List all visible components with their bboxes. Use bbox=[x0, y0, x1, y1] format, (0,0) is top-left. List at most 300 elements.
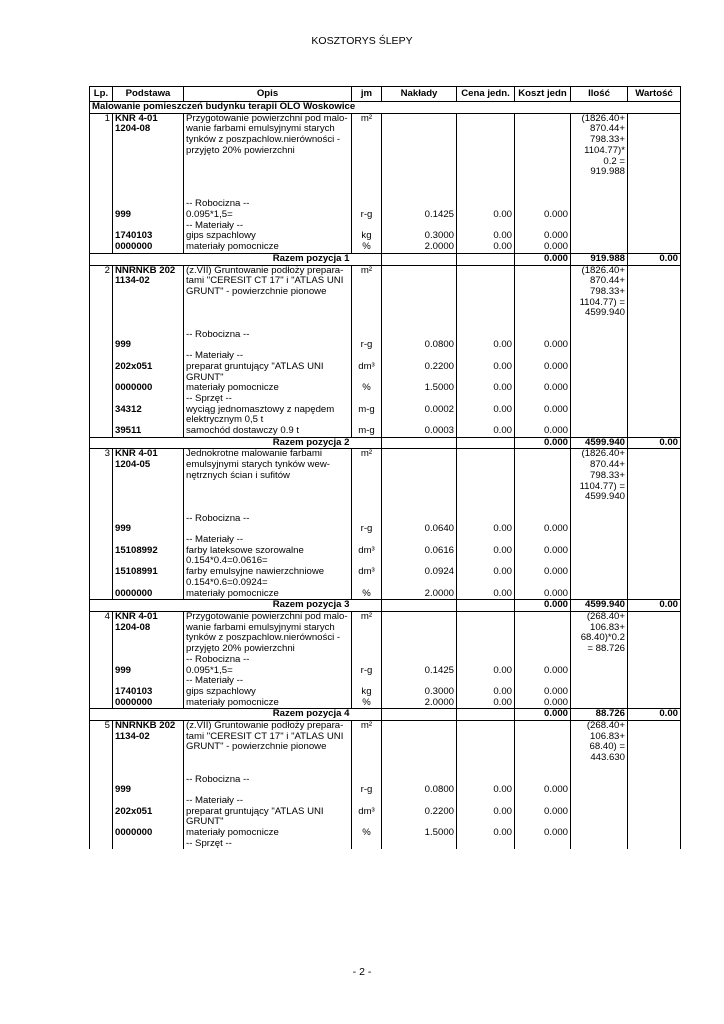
total-spacer bbox=[352, 253, 382, 265]
koszt-cell bbox=[515, 287, 571, 298]
cena-cell bbox=[457, 503, 515, 514]
podstawa-cell bbox=[113, 146, 184, 157]
koszt-cell bbox=[515, 146, 571, 157]
ilosc-cell: (1826.40+ bbox=[571, 449, 628, 460]
cena-cell bbox=[457, 460, 515, 471]
wartosc-cell bbox=[628, 265, 681, 276]
naklady-cell bbox=[382, 655, 457, 666]
resource-row bbox=[90, 231, 681, 242]
koszt-cell bbox=[515, 578, 571, 589]
group-header-row bbox=[90, 394, 681, 405]
lp-cell bbox=[90, 426, 113, 437]
total-koszt: 0.000 bbox=[515, 709, 571, 721]
total-wartosc: 0.00 bbox=[628, 253, 681, 265]
naklady-cell: 0.0800 bbox=[382, 785, 457, 796]
total-label: Razem pozycja 2 bbox=[184, 437, 352, 449]
lp-cell bbox=[90, 415, 113, 426]
naklady-cell bbox=[382, 633, 457, 644]
wartosc-cell bbox=[628, 340, 681, 351]
opis-cell: -- Robocizna -- bbox=[184, 514, 352, 525]
naklady-cell bbox=[382, 135, 457, 146]
koszt-cell bbox=[515, 135, 571, 146]
opis-cell: tynków z poszpachlow.nierówności - bbox=[184, 633, 352, 644]
wartosc-cell bbox=[628, 189, 681, 200]
position-row bbox=[90, 167, 681, 178]
total-spacer bbox=[113, 253, 184, 265]
resource-row bbox=[90, 405, 681, 416]
cena-cell: 0.00 bbox=[457, 340, 515, 351]
cena-cell bbox=[457, 265, 515, 276]
ilosc-cell bbox=[571, 567, 628, 578]
ilosc-cell bbox=[571, 319, 628, 330]
position-row bbox=[90, 471, 681, 482]
resource-row bbox=[90, 556, 681, 567]
col-header-naklady: Nakłady bbox=[382, 87, 457, 102]
total-spacer bbox=[382, 709, 457, 721]
total-spacer bbox=[382, 253, 457, 265]
koszt-cell: 0.000 bbox=[515, 405, 571, 416]
opis-cell: farby lateksowe szorowalne bbox=[184, 546, 352, 557]
wartosc-cell bbox=[628, 732, 681, 743]
ilosc-cell: 870.44+ bbox=[571, 124, 628, 135]
podstawa-cell: 999 bbox=[113, 340, 184, 351]
wartosc-cell bbox=[628, 828, 681, 839]
ilosc-cell bbox=[571, 415, 628, 426]
jm-cell: m² bbox=[352, 449, 382, 460]
koszt-cell bbox=[515, 623, 571, 634]
jm-cell bbox=[352, 732, 382, 743]
lp-cell bbox=[90, 644, 113, 655]
podstawa-cell bbox=[113, 298, 184, 309]
podstawa-cell bbox=[113, 135, 184, 146]
ilosc-cell bbox=[571, 556, 628, 567]
wartosc-cell bbox=[628, 556, 681, 567]
spacer-row bbox=[90, 189, 681, 200]
naklady-cell bbox=[382, 319, 457, 330]
podstawa-cell: KNR 4-01 bbox=[113, 611, 184, 622]
jm-cell bbox=[352, 287, 382, 298]
lp-cell bbox=[90, 503, 113, 514]
wartosc-cell bbox=[628, 482, 681, 493]
ilosc-cell bbox=[571, 764, 628, 775]
wartosc-cell bbox=[628, 415, 681, 426]
koszt-cell bbox=[515, 157, 571, 168]
group-header-row bbox=[90, 676, 681, 687]
wartosc-cell bbox=[628, 817, 681, 828]
ilosc-cell: 68.40)*0.2 bbox=[571, 633, 628, 644]
jm-cell: r-g bbox=[352, 666, 382, 677]
ilosc-cell: (268.40+ bbox=[571, 721, 628, 732]
total-label: Razem pozycja 1 bbox=[184, 253, 352, 265]
wartosc-cell bbox=[628, 460, 681, 471]
ilosc-cell: = 88.726 bbox=[571, 644, 628, 655]
opis-cell: -- Materiały -- bbox=[184, 676, 352, 687]
koszt-cell bbox=[515, 265, 571, 276]
koszt-cell: 0.000 bbox=[515, 231, 571, 242]
position-total-row bbox=[90, 253, 681, 265]
wartosc-cell bbox=[628, 276, 681, 287]
naklady-cell bbox=[382, 276, 457, 287]
total-koszt: 0.000 bbox=[515, 600, 571, 612]
jm-cell: dm³ bbox=[352, 362, 382, 373]
lp-cell bbox=[90, 732, 113, 743]
wartosc-cell bbox=[628, 449, 681, 460]
jm-cell bbox=[352, 655, 382, 666]
ilosc-cell: 0.2 = bbox=[571, 157, 628, 168]
koszt-cell: 0.000 bbox=[515, 687, 571, 698]
lp-cell bbox=[90, 178, 113, 189]
jm-cell bbox=[352, 633, 382, 644]
wartosc-cell bbox=[628, 124, 681, 135]
position-row bbox=[90, 308, 681, 319]
cena-cell bbox=[457, 742, 515, 753]
koszt-cell: 0.000 bbox=[515, 698, 571, 709]
opis-cell: tynków z poszpachlow.nierówności - bbox=[184, 135, 352, 146]
koszt-cell bbox=[515, 644, 571, 655]
jm-cell bbox=[352, 644, 382, 655]
lp-cell bbox=[90, 753, 113, 764]
wartosc-cell bbox=[628, 362, 681, 373]
ilosc-cell: 798.33+ bbox=[571, 471, 628, 482]
total-spacer bbox=[352, 709, 382, 721]
ilosc-cell bbox=[571, 807, 628, 818]
col-header-opis: Opis bbox=[184, 87, 352, 102]
resource-row bbox=[90, 362, 681, 373]
lp-cell bbox=[90, 340, 113, 351]
lp-cell bbox=[90, 298, 113, 309]
podstawa-cell: 34312 bbox=[113, 405, 184, 416]
group-header-row bbox=[90, 514, 681, 525]
resource-row bbox=[90, 242, 681, 253]
ilosc-cell bbox=[571, 503, 628, 514]
lp-cell bbox=[90, 394, 113, 405]
group-header-row bbox=[90, 655, 681, 666]
opis-cell: elektrycznym 0,5 t bbox=[184, 415, 352, 426]
cena-cell bbox=[457, 655, 515, 666]
lp-cell bbox=[90, 785, 113, 796]
jm-cell: % bbox=[352, 698, 382, 709]
wartosc-cell bbox=[628, 644, 681, 655]
koszt-cell bbox=[515, 167, 571, 178]
ilosc-cell bbox=[571, 546, 628, 557]
col-header-ilosc: Ilość bbox=[571, 87, 628, 102]
ilosc-cell bbox=[571, 351, 628, 362]
cena-cell bbox=[457, 839, 515, 850]
spacer-row bbox=[90, 178, 681, 189]
spacer-row bbox=[90, 503, 681, 514]
wartosc-cell bbox=[628, 807, 681, 818]
wartosc-cell bbox=[628, 242, 681, 253]
lp-cell bbox=[90, 817, 113, 828]
cena-cell: 0.00 bbox=[457, 405, 515, 416]
wartosc-cell bbox=[628, 775, 681, 786]
cena-cell: 0.00 bbox=[457, 546, 515, 557]
podstawa-cell bbox=[113, 839, 184, 850]
col-header-wartosc: Wartość bbox=[628, 87, 681, 102]
opis-cell: -- Materiały -- bbox=[184, 535, 352, 546]
ilosc-cell bbox=[571, 524, 628, 535]
resource-row bbox=[90, 383, 681, 394]
jm-cell bbox=[352, 298, 382, 309]
ilosc-cell: 870.44+ bbox=[571, 276, 628, 287]
table-body bbox=[90, 102, 681, 850]
podstawa-cell: 0000000 bbox=[113, 383, 184, 394]
cena-cell bbox=[457, 298, 515, 309]
koszt-cell bbox=[515, 633, 571, 644]
cena-cell bbox=[457, 492, 515, 503]
ilosc-cell bbox=[571, 210, 628, 221]
lp-cell bbox=[90, 242, 113, 253]
cena-cell: 0.00 bbox=[457, 426, 515, 437]
podstawa-cell bbox=[113, 471, 184, 482]
podstawa-cell: 39511 bbox=[113, 426, 184, 437]
jm-cell: m-g bbox=[352, 426, 382, 437]
podstawa-cell: 15108992 bbox=[113, 546, 184, 557]
podstawa-cell: 1204-08 bbox=[113, 124, 184, 135]
ilosc-cell bbox=[571, 839, 628, 850]
resource-row bbox=[90, 666, 681, 677]
koszt-cell: 0.000 bbox=[515, 567, 571, 578]
total-spacer bbox=[457, 709, 515, 721]
podstawa-cell: 1204-08 bbox=[113, 623, 184, 634]
podstawa-cell bbox=[113, 492, 184, 503]
lp-cell bbox=[90, 276, 113, 287]
resource-row bbox=[90, 524, 681, 535]
lp-cell bbox=[90, 210, 113, 221]
lp-cell bbox=[90, 775, 113, 786]
jm-cell bbox=[352, 764, 382, 775]
podstawa-cell bbox=[113, 764, 184, 775]
wartosc-cell bbox=[628, 578, 681, 589]
position-row bbox=[90, 492, 681, 503]
opis-cell: 0.095*1,5= bbox=[184, 666, 352, 677]
col-header-podstawa: Podstawa bbox=[113, 87, 184, 102]
lp-cell bbox=[90, 633, 113, 644]
jm-cell bbox=[352, 319, 382, 330]
koszt-cell: 0.000 bbox=[515, 546, 571, 557]
cena-cell: 0.00 bbox=[457, 362, 515, 373]
ilosc-cell bbox=[571, 698, 628, 709]
cena-cell bbox=[457, 287, 515, 298]
ilosc-cell: 1104.77) = bbox=[571, 482, 628, 493]
podstawa-cell bbox=[113, 319, 184, 330]
cena-cell bbox=[457, 732, 515, 743]
cena-cell bbox=[457, 157, 515, 168]
jm-cell bbox=[352, 742, 382, 753]
cost-estimate-table bbox=[89, 86, 681, 849]
total-spacer bbox=[352, 437, 382, 449]
podstawa-cell bbox=[113, 287, 184, 298]
opis-cell bbox=[184, 298, 352, 309]
jm-cell bbox=[352, 276, 382, 287]
wartosc-cell bbox=[628, 503, 681, 514]
cena-cell bbox=[457, 113, 515, 124]
lp-cell bbox=[90, 287, 113, 298]
opis-cell: -- Materiały -- bbox=[184, 351, 352, 362]
total-ilosc: 4599.940 bbox=[571, 600, 628, 612]
section-row bbox=[90, 102, 681, 114]
cena-cell bbox=[457, 633, 515, 644]
opis-cell: materiały pomocnicze bbox=[184, 242, 352, 253]
opis-cell: GRUNT" - powierzchnie pionowe bbox=[184, 287, 352, 298]
naklady-cell: 0.0924 bbox=[382, 567, 457, 578]
wartosc-cell bbox=[628, 298, 681, 309]
jm-cell bbox=[352, 189, 382, 200]
lp-cell bbox=[90, 492, 113, 503]
opis-cell bbox=[184, 764, 352, 775]
position-row bbox=[90, 146, 681, 157]
lp-cell bbox=[90, 655, 113, 666]
naklady-cell bbox=[382, 644, 457, 655]
podstawa-cell: 0000000 bbox=[113, 698, 184, 709]
opis-cell: GRUNT" bbox=[184, 817, 352, 828]
naklady-cell bbox=[382, 753, 457, 764]
total-spacer bbox=[90, 709, 113, 721]
jm-cell bbox=[352, 308, 382, 319]
lp-cell bbox=[90, 828, 113, 839]
ilosc-cell bbox=[571, 514, 628, 525]
lp-cell bbox=[90, 578, 113, 589]
ilosc-cell: 1104.77) = bbox=[571, 298, 628, 309]
jm-cell bbox=[352, 503, 382, 514]
opis-cell: preparat gruntujący "ATLAS UNI bbox=[184, 362, 352, 373]
opis-cell: GRUNT" - powierzchnie pionowe bbox=[184, 742, 352, 753]
wartosc-cell bbox=[628, 373, 681, 384]
ilosc-cell: (1826.40+ bbox=[571, 265, 628, 276]
opis-cell: -- Robocizna -- bbox=[184, 199, 352, 210]
naklady-cell bbox=[382, 611, 457, 622]
cena-cell: 0.00 bbox=[457, 242, 515, 253]
opis-cell: samochód dostawczy 0.9 t bbox=[184, 426, 352, 437]
lp-cell bbox=[90, 308, 113, 319]
naklady-cell bbox=[382, 471, 457, 482]
wartosc-cell bbox=[628, 524, 681, 535]
group-header-row bbox=[90, 796, 681, 807]
jm-cell: m² bbox=[352, 721, 382, 732]
naklady-cell bbox=[382, 742, 457, 753]
podstawa-cell: 999 bbox=[113, 666, 184, 677]
position-total-row bbox=[90, 709, 681, 721]
naklady-cell bbox=[382, 146, 457, 157]
ilosc-cell bbox=[571, 687, 628, 698]
lp-cell bbox=[90, 623, 113, 634]
opis-cell: 0.154*0.4=0.0616= bbox=[184, 556, 352, 567]
wartosc-cell bbox=[628, 287, 681, 298]
koszt-cell: 0.000 bbox=[515, 426, 571, 437]
wartosc-cell bbox=[628, 589, 681, 600]
opis-cell: materiały pomocnicze bbox=[184, 698, 352, 709]
group-header-row bbox=[90, 535, 681, 546]
naklady-cell bbox=[382, 287, 457, 298]
opis-cell: tami "CERESIT CT 17" i "ATLAS UNI bbox=[184, 732, 352, 743]
ilosc-cell bbox=[571, 231, 628, 242]
ilosc-cell bbox=[571, 242, 628, 253]
ilosc-cell: 443.630 bbox=[571, 753, 628, 764]
opis-cell bbox=[184, 492, 352, 503]
opis-cell: -- Robocizna -- bbox=[184, 775, 352, 786]
naklady-cell: 0.1425 bbox=[382, 210, 457, 221]
total-spacer bbox=[90, 253, 113, 265]
wartosc-cell bbox=[628, 426, 681, 437]
jm-cell: % bbox=[352, 383, 382, 394]
wartosc-cell bbox=[628, 135, 681, 146]
lp-cell bbox=[90, 405, 113, 416]
total-spacer bbox=[113, 437, 184, 449]
opis-cell: wanie farbami emulsyjnymi starych bbox=[184, 623, 352, 634]
podstawa-cell: 1134-02 bbox=[113, 276, 184, 287]
cena-cell bbox=[457, 471, 515, 482]
wartosc-cell bbox=[628, 655, 681, 666]
naklady-cell bbox=[382, 449, 457, 460]
opis-cell: -- Sprzęt -- bbox=[184, 839, 352, 850]
ilosc-cell: (1826.40+ bbox=[571, 113, 628, 124]
naklady-cell bbox=[382, 167, 457, 178]
cena-cell bbox=[457, 135, 515, 146]
koszt-cell: 0.000 bbox=[515, 242, 571, 253]
jm-cell bbox=[352, 623, 382, 634]
koszt-cell bbox=[515, 482, 571, 493]
resource-row bbox=[90, 698, 681, 709]
koszt-cell bbox=[515, 721, 571, 732]
jm-cell bbox=[352, 839, 382, 850]
podstawa-cell: 0000000 bbox=[113, 242, 184, 253]
total-ilosc: 88.726 bbox=[571, 709, 628, 721]
wartosc-cell bbox=[628, 492, 681, 503]
koszt-cell bbox=[515, 839, 571, 850]
wartosc-cell bbox=[628, 157, 681, 168]
total-wartosc: 0.00 bbox=[628, 709, 681, 721]
resource-row bbox=[90, 546, 681, 557]
lp-cell bbox=[90, 796, 113, 807]
opis-cell: wanie farbami emulsyjnymi starych bbox=[184, 124, 352, 135]
wartosc-cell bbox=[628, 405, 681, 416]
koszt-cell: 0.000 bbox=[515, 828, 571, 839]
total-spacer bbox=[352, 600, 382, 612]
koszt-cell bbox=[515, 460, 571, 471]
opis-cell: 0.095*1,5= bbox=[184, 210, 352, 221]
cena-cell: 0.00 bbox=[457, 828, 515, 839]
lp-cell: 5 bbox=[90, 721, 113, 732]
jm-cell: m-g bbox=[352, 405, 382, 416]
naklady-cell bbox=[382, 189, 457, 200]
naklady-cell bbox=[382, 732, 457, 743]
jm-cell bbox=[352, 178, 382, 189]
lp-cell bbox=[90, 556, 113, 567]
ilosc-cell: 106.83+ bbox=[571, 623, 628, 634]
naklady-cell bbox=[382, 178, 457, 189]
opis-cell: wyciąg jednomasztowy z napędem bbox=[184, 405, 352, 416]
lp-cell bbox=[90, 146, 113, 157]
jm-cell: % bbox=[352, 242, 382, 253]
jm-cell: % bbox=[352, 589, 382, 600]
opis-cell: nętrznych ścian i sufitów bbox=[184, 471, 352, 482]
naklady-cell bbox=[382, 482, 457, 493]
lp-cell bbox=[90, 567, 113, 578]
lp-cell bbox=[90, 221, 113, 232]
lp-cell bbox=[90, 167, 113, 178]
jm-cell: m² bbox=[352, 113, 382, 124]
cena-cell: 0.00 bbox=[457, 231, 515, 242]
cena-cell bbox=[457, 578, 515, 589]
wartosc-cell bbox=[628, 231, 681, 242]
position-total-row bbox=[90, 437, 681, 449]
ilosc-cell: 106.83+ bbox=[571, 732, 628, 743]
jm-cell bbox=[352, 471, 382, 482]
jm-cell: r-g bbox=[352, 210, 382, 221]
total-spacer bbox=[113, 600, 184, 612]
position-total-row bbox=[90, 600, 681, 612]
opis-cell: (z.VII) Gruntowanie podłoży prepara- bbox=[184, 721, 352, 732]
